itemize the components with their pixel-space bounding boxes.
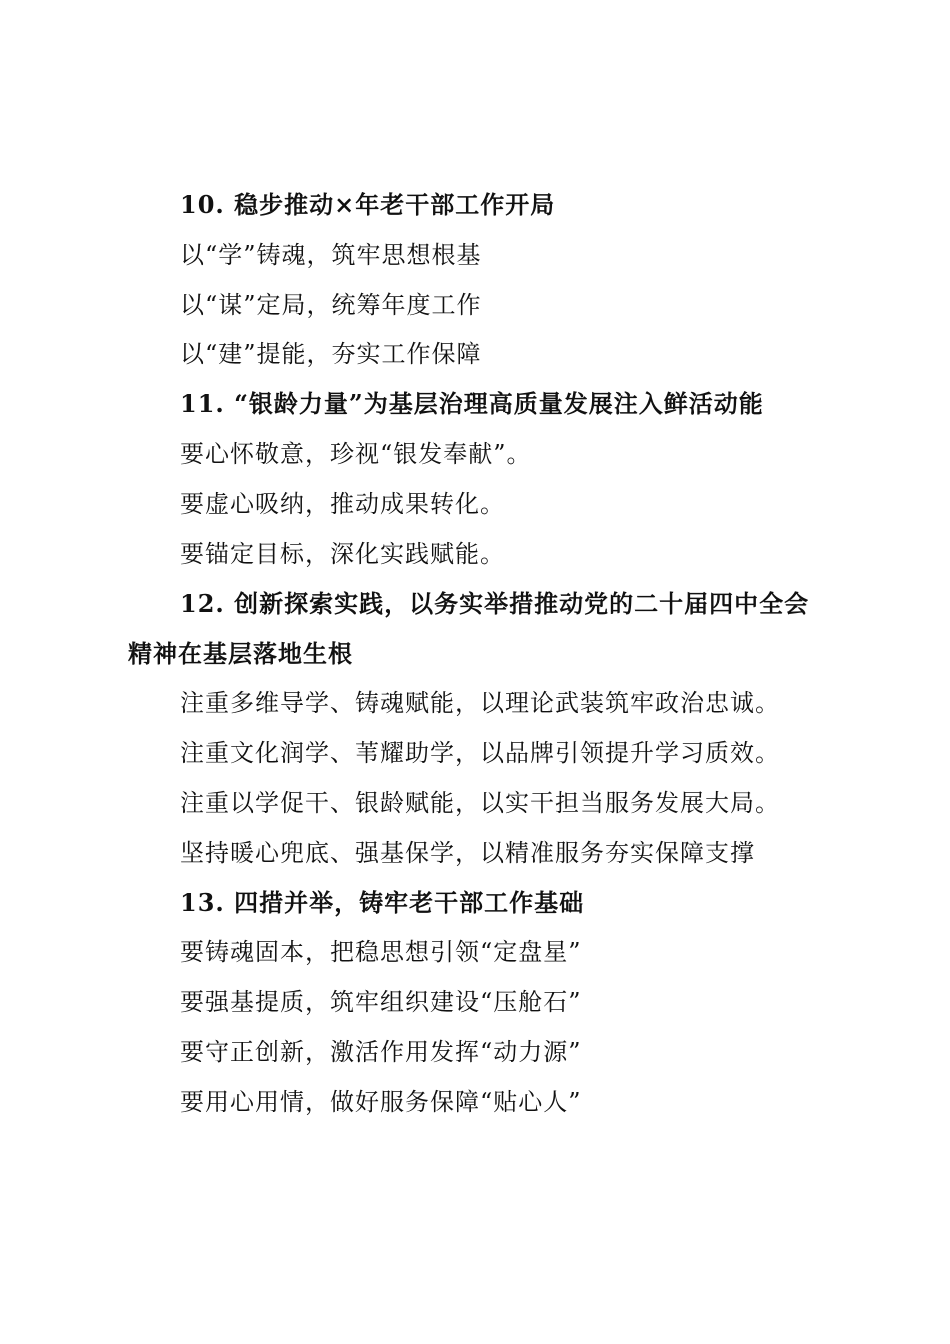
list-item: 要用心用情，做好服务保障“贴心人”	[180, 1088, 582, 1116]
list-item: 注重文化润学、苇耀助学，以品牌引领提升学习质效。	[180, 739, 780, 767]
list-item: 要锚定目标，深化实践赋能。	[180, 540, 505, 568]
list-item: 坚持暖心兜底、强基保学，以精准服务夯实保障支撑	[180, 839, 755, 867]
section-heading-13: 13. 四措并举，铸牢老干部工作基础	[180, 888, 585, 917]
list-item: 要强基提质，筑牢组织建设“压舱石”	[180, 988, 582, 1016]
section-heading-11: 11. “银龄力量”为基层治理高质量发展注入鲜活动能	[180, 389, 764, 418]
list-item: 要心怀敬意，珍视“银发奉献”。	[180, 440, 532, 468]
section-heading-12: 12. 创新探索实践，以务实举措推动党的二十届四中全会	[180, 589, 810, 618]
list-item: 要虚心吸纳，推动成果转化。	[180, 490, 505, 518]
list-item: 要守正创新，激活作用发挥“动力源”	[180, 1038, 582, 1066]
list-item: 注重以学促干、银龄赋能，以实干担当服务发展大局。	[180, 789, 780, 817]
list-item: 以“谋”定局，统筹年度工作	[180, 291, 482, 319]
section-heading-10: 10. 稳步推动×年老干部工作开局	[180, 190, 556, 219]
list-item: 以“建”提能，夯实工作保障	[180, 340, 482, 368]
list-item: 注重多维导学、铸魂赋能，以理论武装筑牢政治忠诚。	[180, 689, 780, 717]
section-heading-12-continued: 精神在基层落地生根	[128, 639, 353, 668]
list-item: 以“学”铸魂，筑牢思想根基	[180, 241, 482, 269]
list-item: 要铸魂固本，把稳思想引领“定盘星”	[180, 938, 582, 966]
